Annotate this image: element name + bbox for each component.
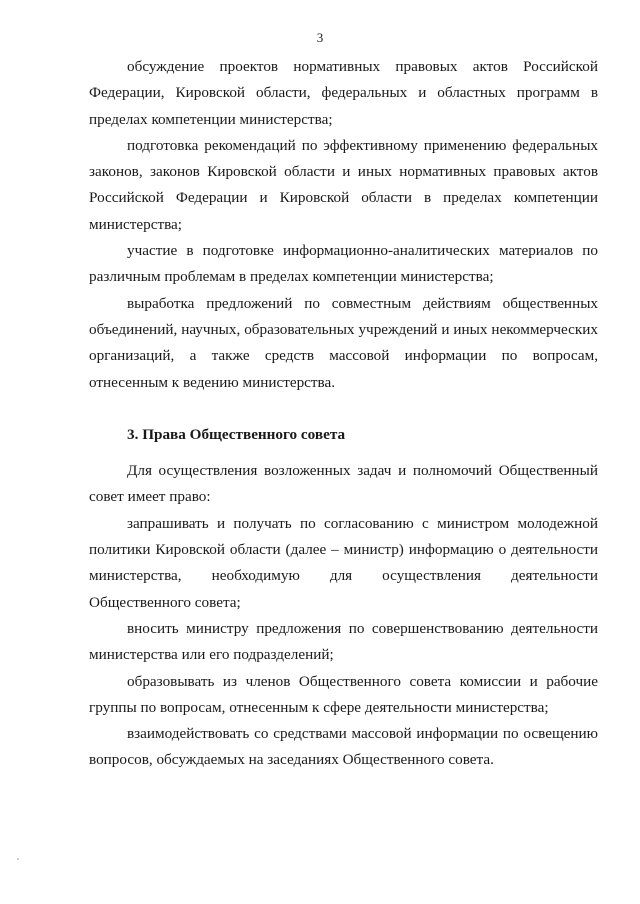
paragraph: подготовка рекомендаций по эффективному применению федеральных законов, законов Кировской области и иных нормативных правовых актов Российской Федерации и Кировской области в пределах компетенции министерства; xyxy=(89,136,598,233)
scan-speck xyxy=(17,858,19,860)
page-number: 3 xyxy=(316,30,324,45)
paragraph: вносить министру предложения по совершенствованию деятельности министерства или его подразделений; xyxy=(89,619,598,664)
paragraph: Для осуществления возложенных задач и полномочий Общественный совет имеет право: xyxy=(89,462,598,506)
paragraph: участие в подготовке информационно-аналитических материалов по различным проблемам в пределах компетенции министерства; xyxy=(89,242,598,286)
paragraph: выработка предложений по совместным действиям общественных объединений, научных, образовательных учреждений и иных некоммерческих организаций, а также средств массовой информации по вопросам, отнесенным к ведению министерства. xyxy=(89,294,598,391)
section-heading: 3. Права Общественного совета xyxy=(127,425,346,443)
paragraph: взаимодействовать со средствами массовой информации по освещению вопросов, обсуждаемых на заседаниях Общественного совета. xyxy=(89,725,598,769)
paragraph: образовывать из членов Общественного совета комиссии и рабочие группы по вопросам, отнесенным к сфере деятельности министерства; xyxy=(89,672,598,716)
document-body xyxy=(89,54,598,774)
paragraph: обсуждение проектов нормативных правовых актов Российской Федерации, Кировской области, федеральных и областных программ в пределах компетенции министерства; xyxy=(89,58,598,128)
paragraph: запрашивать и получать по согласованию с министром молодежной политики Кировской области (далее – министр) информацию о деятельности министерства, необходимую для осуществления деятельности Общественного совета; xyxy=(89,514,598,611)
